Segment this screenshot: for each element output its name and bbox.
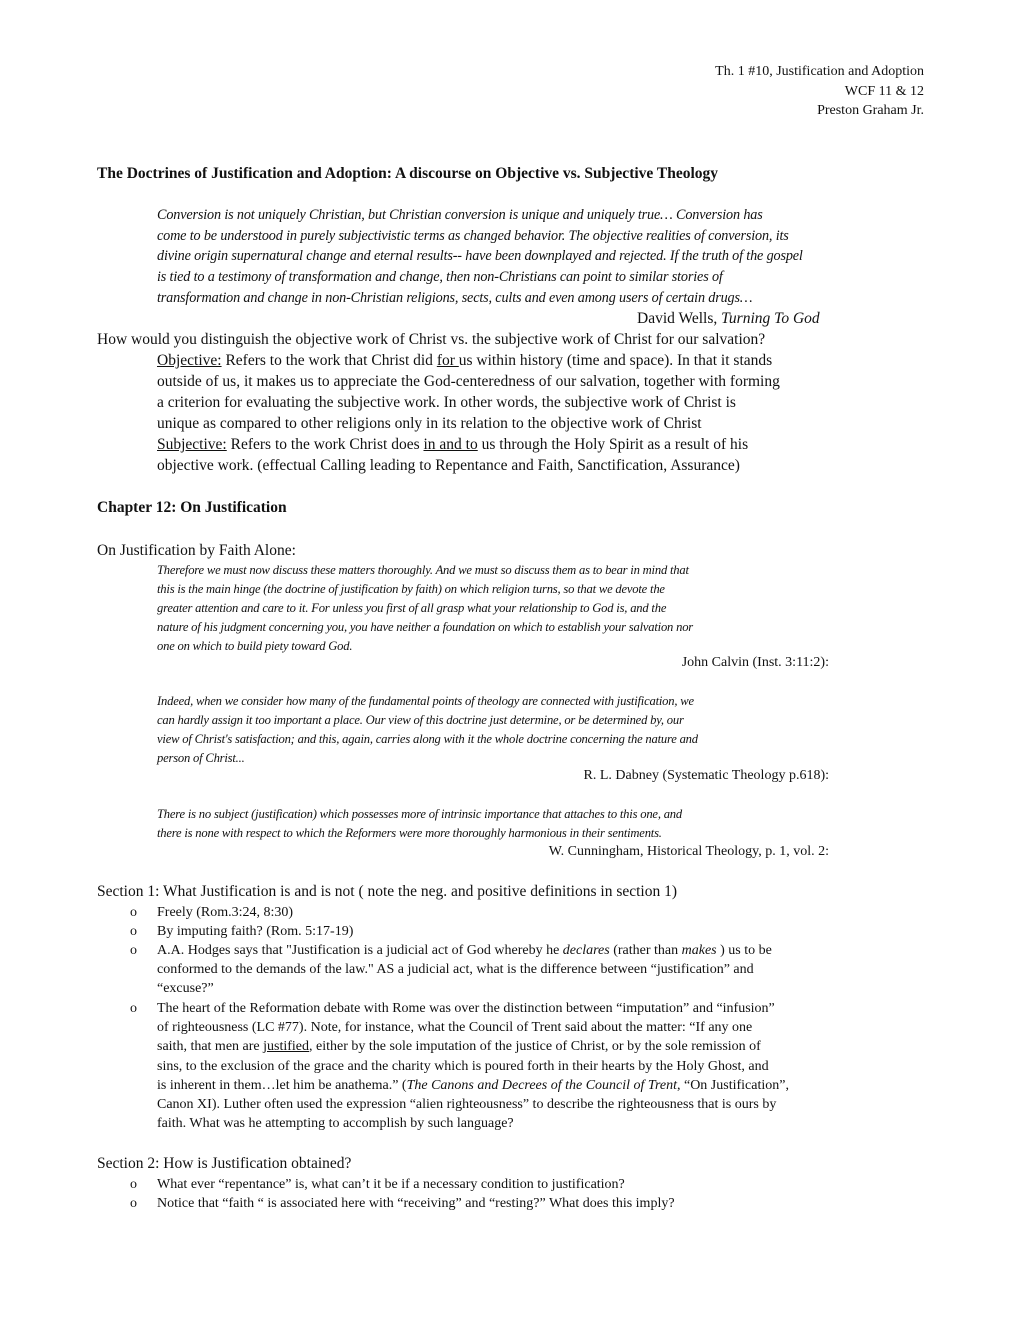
header-wcf: WCF 11 & 12 [844, 83, 924, 99]
quote-calvin [157, 561, 693, 656]
document-title: The Doctrines of Justification and Adoption: A discourse on Objective vs. Subjective Theology [97, 165, 719, 182]
text: Refers to the work Christ does [226, 436, 424, 453]
bullet-icon: o [130, 905, 137, 920]
quote-line: nature of his judgment concerning you, you have neither a foundation on which to establish your salvation nor [157, 620, 693, 634]
section1-heading: Section 1: What Justification is and is not ( note the neg. and positive definitions in section 1) [97, 883, 678, 900]
quote-line: come to be understood in purely subjectivistic terms as changed behavior. The objective realities of conversion, its [157, 227, 789, 244]
list-item-text: faith. What was he attempting to accomplish by such language? [157, 1116, 514, 1132]
list-item-text: What ever “repentance” is, what can’t it be if a necessary condition to justification? [157, 1177, 625, 1192]
quote-line: Conversion is not uniquely Christian, but Christian conversion is unique and uniquely true… Conversion has [157, 207, 763, 223]
list-item [130, 999, 789, 1133]
quote-line: person of Christ... [157, 751, 245, 765]
quote-line: is tied to a testimony of transformation and change, then non-Christians can point to similar stories of [157, 269, 723, 286]
paragraph-line: a criterion for evaluating the subjective work. In other words, the subjective work of Christ is [157, 394, 736, 411]
quote-line: this is the main hinge (the doctrine of justification by faith) on which religion turns, so that we devote the [157, 582, 665, 596]
list-item-text: Canon XI). Luther often used the expression “alien righteousness” to describe the righteousness that is ours by [157, 1097, 777, 1113]
bullet-icon: o [130, 924, 137, 939]
quote-line: There is no subject (justification) which possesses more of intrinsic importance that attaches to this one, and [157, 807, 683, 821]
bullet-icon: o [130, 1196, 137, 1211]
list-item [130, 922, 354, 941]
list-item-text: The heart of the Reformation debate with Rome was over the distinction between “imputation” and “infusion” [157, 1001, 775, 1016]
text-underlined: for [436, 352, 459, 369]
header-author: Preston Graham Jr. [817, 103, 924, 118]
text: Refers to the work that Christ did [221, 352, 437, 369]
list-item-text: conformed to the demands of the law." AS a judicial act, what is the difference between “justification” and [157, 962, 754, 978]
list-item [130, 903, 294, 922]
list-item-text: Freely (Rom.3:24, 8:30) [157, 905, 294, 920]
question-text: How would you distinguish the objective work of Christ vs. the subjective work of Christ for our salvation? [97, 331, 766, 348]
quote-line: Therefore we must now discuss these matters thoroughly. And we must so discuss them as to bear in mind that [157, 563, 689, 577]
quote-dabney [157, 692, 698, 768]
text: is inherent in them…let him be anathema.” ( [157, 1077, 407, 1093]
document-header [715, 62, 924, 121]
list-item-text: Notice that “faith “ is associated here with “receiving” and “resting?” What does this imply? [157, 1196, 675, 1211]
quote-line: there is none with respect to which the Reformers were more thoroughly harmonious in their sentiments. [157, 826, 662, 840]
subheading: On Justification by Faith Alone: [97, 542, 296, 559]
quote-line: greater attention and care to it. For unless you first of all grasp what your relationship to God is, and the [157, 601, 667, 615]
text: us within history (time and space). In that it stands [458, 352, 773, 369]
quote-cunningham-attribution: W. Cunningham, Historical Theology, p. 1, vol. 2: [548, 844, 829, 859]
quote-line: divine origin supernatural change and eternal results-- have been downplayed and rejected. If the truth of the gospel [157, 248, 803, 265]
header-course: Th. 1 #10, Justification and Adoption [715, 64, 924, 79]
section2-heading: Section 2: How is Justification obtained? [97, 1155, 352, 1172]
text: us through the Holy Spirit as a result of his [477, 436, 749, 453]
text-underlined: in and to [423, 436, 478, 453]
attribution-author: David Wells, [637, 310, 722, 327]
list-item-text: “excuse?” [157, 981, 214, 997]
attribution-title: Turning To God [721, 310, 820, 327]
bullet-icon: o [130, 943, 137, 958]
text-italic: The Canons and Decrees of the Council of Trent [406, 1077, 677, 1093]
bullet-icon: o [130, 1001, 137, 1016]
list-item [130, 941, 772, 999]
text: , either by the sole imputation of the justice of Christ, or by the sole remission of [309, 1039, 761, 1055]
quote-line: one on which to build piety toward God. [157, 639, 353, 653]
quote-dabney-attribution: R. L. Dabney (Systematic Theology p.618): [583, 768, 829, 783]
list-item [130, 1194, 675, 1213]
text-italic: makes [681, 943, 717, 958]
quote-line: Indeed, when we consider how many of the fundamental points of theology are connected with justification, we [157, 694, 694, 708]
text: ) us to be [716, 943, 772, 958]
bullet-icon: o [130, 1177, 137, 1192]
chapter-heading: Chapter 12: On Justification [97, 499, 287, 516]
quote-wells-attribution [637, 308, 820, 329]
list-item [130, 1175, 625, 1194]
text: A.A. Hodges says that "Justification is a judicial act of God whereby he [157, 943, 563, 958]
quote-line: can hardly assign it too important a place. Our view of this doctrine just determine, or be determined by, our [157, 713, 684, 727]
text-underlined: justified [263, 1039, 310, 1055]
quote-line: view of Christ's satisfaction; and this, again, carries along with it the whole doctrine concerning the nature and [157, 732, 698, 746]
subjective-label: Subjective: [157, 436, 227, 453]
paragraph-line: unique as compared to other religions only in its relation to the objective work of Christ [157, 415, 702, 432]
paragraph-line: objective work. (effectual Calling leading to Repentance and Faith, Sanctification, Assurance) [157, 457, 740, 474]
objective-label: Objective: [157, 352, 222, 369]
paragraph-line: outside of us, it makes us to appreciate the God-centeredness of our salvation, together with forming [157, 373, 780, 390]
text: (rather than [609, 943, 682, 958]
list-item-text: By imputing faith? (Rom. 5:17-19) [157, 924, 354, 939]
text-italic: declares [562, 943, 610, 958]
quote-wells [157, 205, 803, 309]
objective-paragraph [157, 350, 780, 476]
text: saith, that men are [157, 1039, 264, 1055]
quote-calvin-attribution: John Calvin (Inst. 3:11:2): [681, 655, 829, 670]
list-item-text: of righteousness (LC #77). Note, for instance, what the Council of Trent said about the matter: “If any one [157, 1020, 753, 1036]
text: , “On Justification”, [676, 1077, 789, 1093]
list-item-text: sins, to the exclusion of the grace and the charity which is poured forth in their hearts by the Holy Ghost, and [157, 1058, 769, 1074]
quote-line: transformation and change in non-Christian religions, sects, cults and even among users of certain drugs… [157, 289, 753, 306]
quote-cunningham [157, 805, 682, 843]
